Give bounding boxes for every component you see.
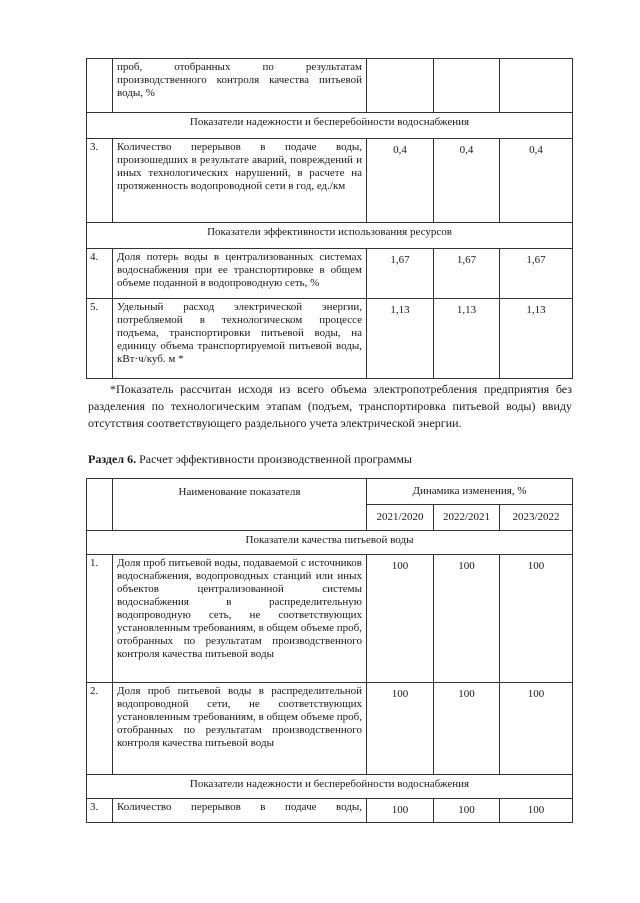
value-cell: 100 bbox=[367, 683, 434, 775]
header-index-cell bbox=[87, 479, 113, 531]
row-index: 5. bbox=[87, 299, 113, 379]
efficiency-table bbox=[86, 478, 573, 823]
section-title-reliability: Показатели надежности и бесперебойности водоснабжения bbox=[87, 113, 573, 139]
value-cell: 100 bbox=[500, 555, 573, 683]
value-cell: 1,13 bbox=[367, 299, 434, 379]
section-heading-number: Раздел 6. bbox=[88, 452, 137, 466]
section-title-quality: Показатели качества питьевой воды bbox=[87, 531, 573, 555]
table-row bbox=[87, 799, 573, 823]
row-description: проб, отобранных по результатам производственного контроля качества питьевой воды, % bbox=[113, 59, 367, 113]
value-cell: 1,67 bbox=[434, 249, 500, 299]
row-description: Доля проб питьевой воды в распределительной водопроводной сети, не соответствующих установленным требованиям, в общем объеме проб, отобранных по результатам производственного контроля качества питьевой воды bbox=[113, 683, 367, 775]
value-cell: 1,13 bbox=[500, 299, 573, 379]
row-description: Доля потерь воды в централизованных системах водоснабжения при ее транспортировке в общем объеме поданной в водопроводную сеть, % bbox=[113, 249, 367, 299]
footnote: *Показатель рассчитан исходя из всего объема электропотребления предприятия без разделения по технологическим этапам (подъем, транспортировка питьевой воды) ввиду отсутствия соответствующего раздельного учета электрической энергии. bbox=[88, 382, 572, 430]
indicators-table-continued bbox=[86, 58, 573, 379]
row-index: 4. bbox=[87, 249, 113, 299]
table-row bbox=[87, 299, 573, 379]
value-cell: 1,13 bbox=[434, 299, 500, 379]
value-cell: 0,4 bbox=[434, 139, 500, 223]
table-row bbox=[87, 139, 573, 223]
value-cell bbox=[434, 59, 500, 113]
table-row bbox=[87, 249, 573, 299]
header-year: 2022/2021 bbox=[434, 505, 500, 531]
row-index: 3. bbox=[87, 139, 113, 223]
value-cell: 100 bbox=[500, 799, 573, 823]
table-row bbox=[87, 555, 573, 683]
value-cell: 100 bbox=[500, 683, 573, 775]
header-dynamics: Динамика изменения, % bbox=[367, 479, 573, 505]
row-index: 3. bbox=[87, 799, 113, 823]
value-cell: 100 bbox=[434, 683, 500, 775]
value-cell: 100 bbox=[434, 799, 500, 823]
row-description: Количество перерывов в подаче воды, bbox=[113, 799, 367, 823]
table-row bbox=[87, 59, 573, 113]
section-row bbox=[87, 531, 573, 555]
row-description: Удельный расход электрической энергии, потребляемой в технологическом процессе подъема, транспортировки питьевой воды, на единицу объема транспортируемой питьевой воды, кВт·ч/куб. м * bbox=[113, 299, 367, 379]
row-description: Доля проб питьевой воды, подаваемой с источников водоснабжения, водопроводных станций или иных объектов централизованной системы водоснабжения в распределительную водопроводную сеть, не соответствующих установленным требованиям, в общем объеме проб, отобранных по результатам производственного контроля качества питьевой воды bbox=[113, 555, 367, 683]
section-row bbox=[87, 775, 573, 799]
value-cell: 100 bbox=[434, 555, 500, 683]
value-cell: 0,4 bbox=[500, 139, 573, 223]
row-index: 2. bbox=[87, 683, 113, 775]
table-row bbox=[87, 683, 573, 775]
value-cell: 1,67 bbox=[367, 249, 434, 299]
header-year: 2023/2022 bbox=[500, 505, 573, 531]
value-cell: 100 bbox=[367, 799, 434, 823]
value-cell: 1,67 bbox=[500, 249, 573, 299]
section-heading bbox=[88, 452, 412, 467]
header-row bbox=[87, 479, 573, 505]
row-index: 1. bbox=[87, 555, 113, 683]
header-year: 2021/2020 bbox=[367, 505, 434, 531]
value-cell: 100 bbox=[367, 555, 434, 683]
section-heading-text: Расчет эффективности производственной программы bbox=[136, 452, 412, 466]
section-title-reliability: Показатели надежности и бесперебойности водоснабжения bbox=[87, 775, 573, 799]
value-cell bbox=[500, 59, 573, 113]
header-indicator-name: Наименование показателя bbox=[113, 479, 367, 531]
section-row bbox=[87, 113, 573, 139]
row-index-cell bbox=[87, 59, 113, 113]
section-title-efficiency: Показатели эффективности использования ресурсов bbox=[87, 223, 573, 249]
row-description: Количество перерывов в подаче воды, произошедших в результате аварий, повреждений и иных технологических нарушений, в расчете на протяженность водопроводной сети в год, ед./км bbox=[113, 139, 367, 223]
value-cell bbox=[367, 59, 434, 113]
section-row bbox=[87, 223, 573, 249]
value-cell: 0,4 bbox=[367, 139, 434, 223]
